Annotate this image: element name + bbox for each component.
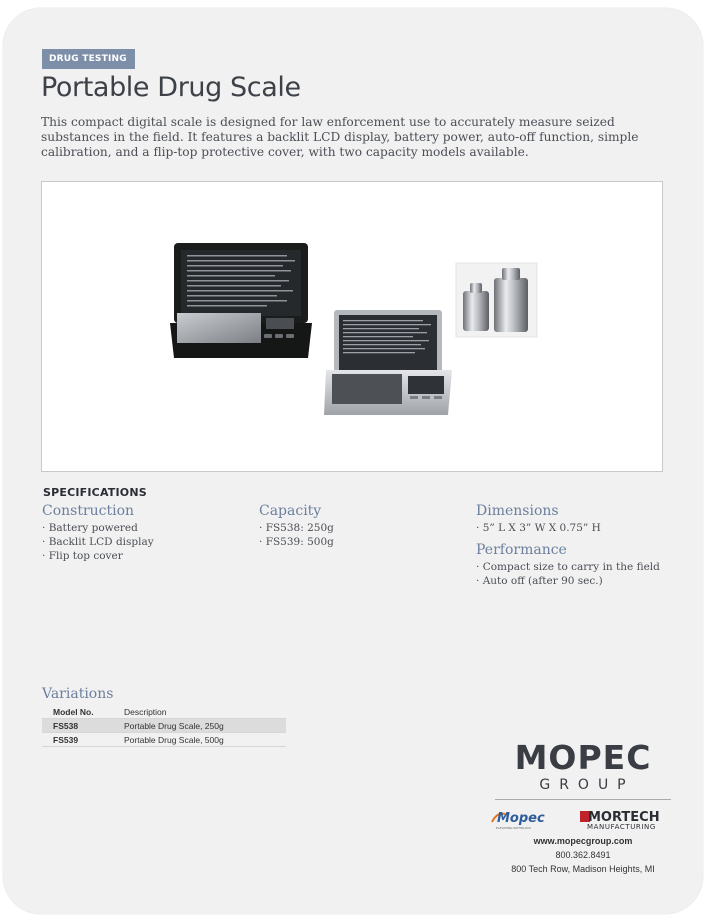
logo-divider [495, 799, 671, 800]
construction-item: · Flip top cover [42, 549, 154, 563]
table-row [42, 719, 286, 733]
description-cell: Portable Drug Scale, 250g [113, 719, 286, 733]
construction-section [42, 503, 154, 563]
table-header-row [42, 705, 286, 719]
capacity-title: Capacity [259, 503, 322, 519]
svg-text:MORTECH: MORTECH [588, 810, 660, 825]
website-link[interactable]: www.mopecgroup.com [533, 836, 633, 846]
category-tag: DRUG TESTING [42, 49, 135, 69]
capacity-section [259, 503, 334, 549]
mopec-group-logo [483, 740, 683, 832]
variations-heading: Variations [42, 686, 114, 702]
product-photo [41, 181, 663, 472]
description-cell: Portable Drug Scale, 500g [113, 733, 286, 747]
contact-block [483, 834, 683, 876]
svg-text:ELEVATING PATHOLOGY: ELEVATING PATHOLOGY [496, 826, 532, 830]
svg-text:MANUFACTURING: MANUFACTURING [587, 823, 656, 831]
capacity-item: · FS539: 500g [259, 535, 334, 549]
construction-title: Construction [42, 503, 135, 519]
performance-section [476, 542, 660, 588]
dimensions-title: Dimensions [476, 503, 559, 519]
table-row [42, 733, 286, 747]
product-sheet [3, 8, 703, 914]
black-scale-image [170, 243, 312, 358]
specifications-heading: SPECIFICATIONS [43, 486, 147, 499]
address: 800 Tech Row, Madison Heights, MI [511, 864, 655, 874]
mopec-sub-logo [492, 811, 545, 830]
dimensions-item: · 5” L X 3” W X 0.75” H [476, 521, 601, 535]
model-number-cell: FS538 [42, 719, 113, 733]
model-number-cell: FS539 [42, 733, 113, 747]
logo-wordmark: MOPEC [514, 738, 652, 777]
intro-paragraph: This compact digital scale is designed for law enforcement use to accurately measure seized substances in the field. It features a backlit LCD display, battery power, auto-off function, simple calibration, and a flip-top protective cover, with two capacity models available. [41, 115, 639, 159]
silver-scale-image [324, 310, 452, 415]
calibration-weights-image [456, 263, 537, 337]
column-header: Description [113, 705, 286, 719]
svg-text:Mopec: Mopec [497, 811, 545, 826]
phone-number: 800.362.8491 [555, 850, 611, 860]
logo-group-text: GROUP [539, 777, 635, 793]
sub-brand-logos [483, 804, 683, 832]
performance-item: · Auto off (after 90 sec.) [476, 574, 660, 588]
construction-item: · Backlit LCD display [42, 535, 154, 549]
performance-title: Performance [476, 542, 567, 558]
page-title: Portable Drug Scale [41, 72, 301, 103]
capacity-item: · FS538: 250g [259, 521, 334, 535]
dimensions-section [476, 503, 601, 535]
product-photo-illustration [42, 182, 662, 471]
column-header: Model No. [42, 705, 113, 719]
mortech-sub-logo [580, 810, 660, 831]
performance-item: · Compact size to carry in the field [476, 560, 660, 574]
construction-item: · Battery powered [42, 521, 154, 535]
variations-table [42, 705, 286, 747]
